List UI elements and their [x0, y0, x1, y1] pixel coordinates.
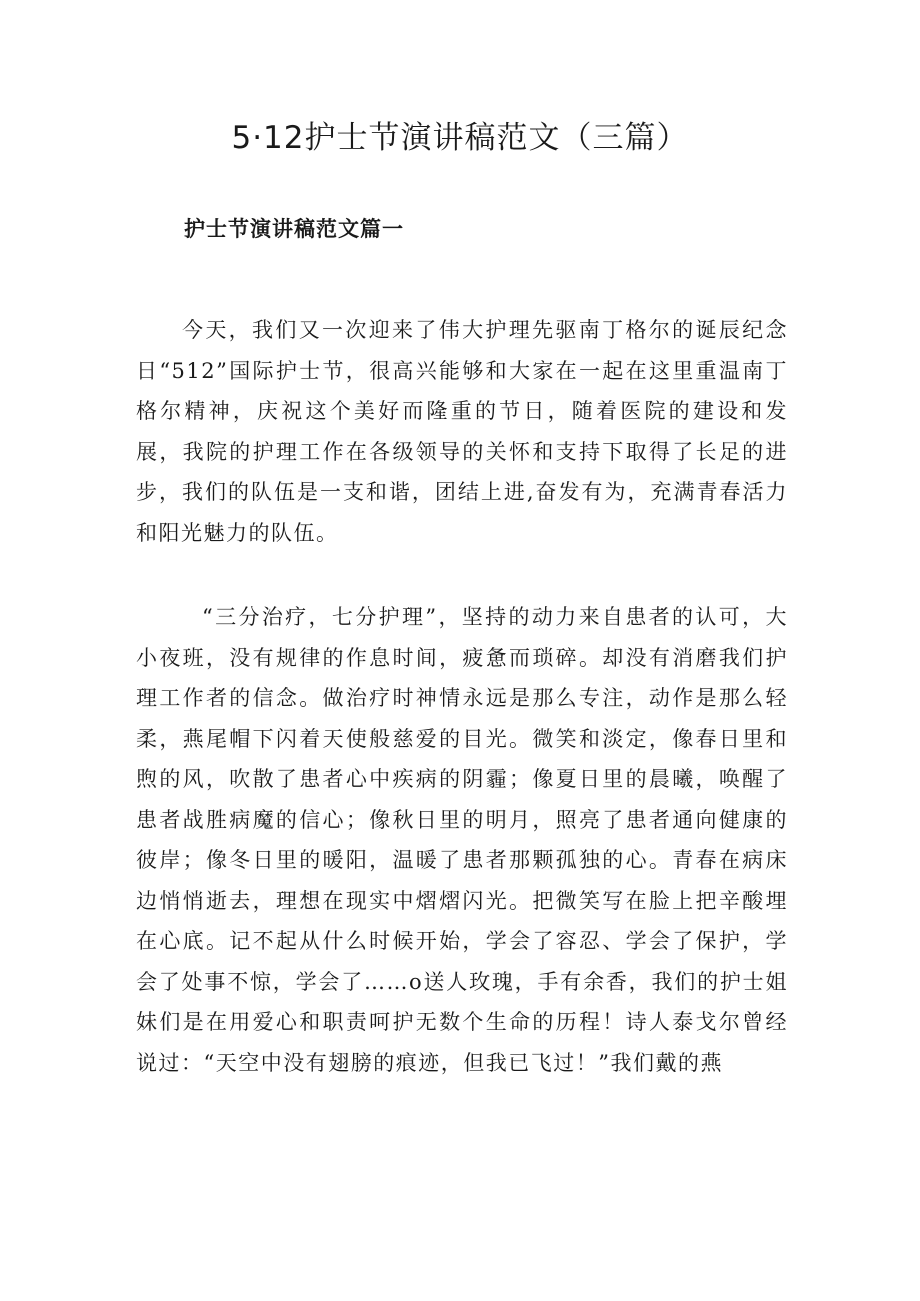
section-heading: 护士节演讲稿范文篇一 — [184, 216, 404, 241]
body-paragraph: “三分治疗，七分护理”，坚持的动力来自患者的认可，大小夜班，没有规律的作息时间，疲惫而琐碎。却没有消磨我们护理工作者的信念。做治疗时神情永远是那么专注，动作是那么轻柔，燕尾帽下闪着天使般慈爱的目光。微笑和淡定，像春日里和煦的风，吹散了患者心中疾病的阴霾；像夏日里的晨曦，唤醒了患者战胜病魔的信心；像秋日里的明月，照亮了患者通向健康的彼岸；像冬日里的暖阳，温暖了患者那颗孤独的心。青春在病床边悄悄逝去，理想在现实中熠熠闪光。把微笑写在脸上把辛酸埋在心底。记不起从什么时候开始，学会了容忍、学会了保护，学会了处事不惊，学会了……o送人玫瑰，手有余香，我们的护士姐妹们是在用爱心和职责呵护无数个生命的历程！诗人泰戈尔曾经说过：“天空中没有翅膀的痕迹，但我已飞过！”我们戴的燕 — [136, 605, 788, 1075]
document-title: 5·12护士节演讲稿范文（三篇） — [231, 120, 689, 156]
body-paragraph: 今天，我们又一次迎来了伟大护理先驱南丁格尔的诞辰纪念日“512”国际护士节，很高兴能够和大家在一起在这里重温南丁格尔精神，庆祝这个美好而隆重的节日，随着医院的建设和发展，我院的护理工作在各级领导的关怀和支持下取得了长足的进步，我们的队伍是一支和谐，团结上进,奋发有为，充满青春活力和阳光魅力的队伍。 — [136, 318, 788, 545]
